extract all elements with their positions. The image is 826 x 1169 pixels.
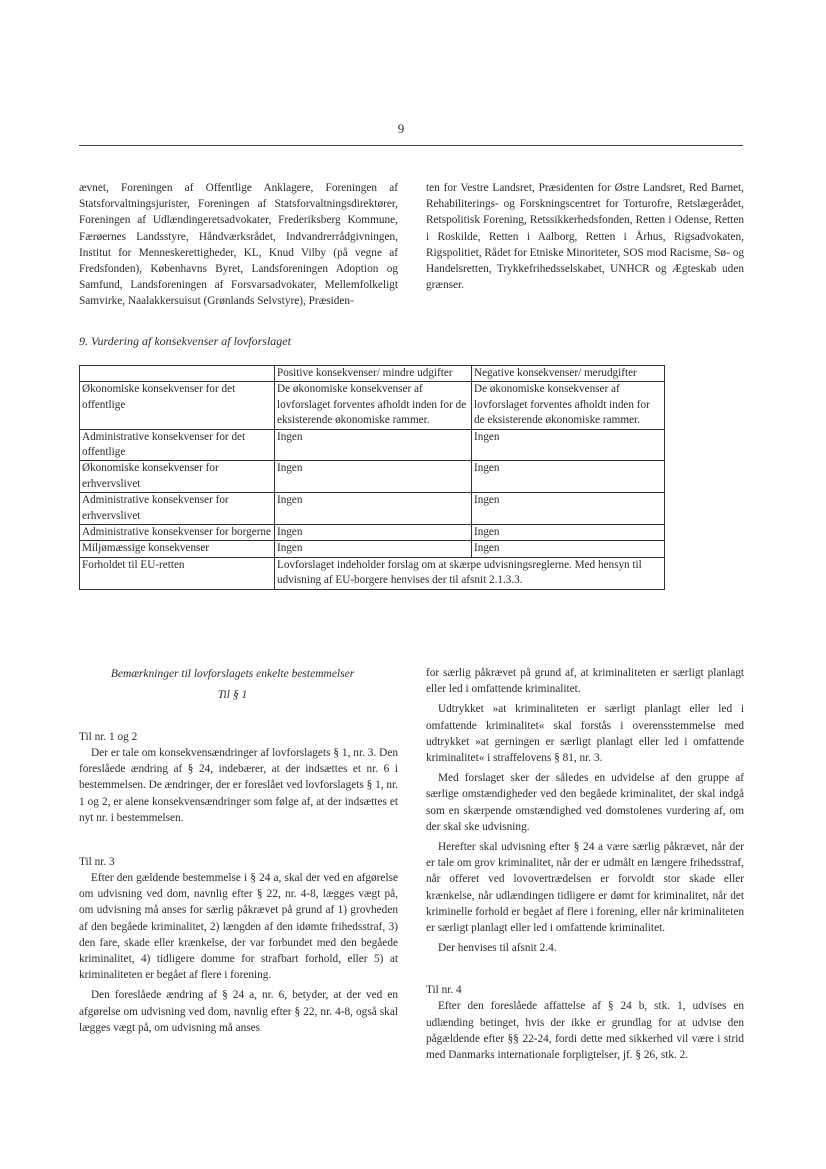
table-cell: Administrative konsekvenser for det offentlige — [80, 429, 275, 461]
table-header-cell: Positive konsekvenser/ mindre udgifter — [275, 366, 472, 382]
table-cell: Økonomiske konsekvenser for erhvervslivet — [80, 461, 275, 493]
table-row — [80, 541, 665, 557]
top-right-column — [426, 180, 744, 293]
table-header-row — [80, 366, 665, 382]
table-cell: Ingen — [275, 429, 472, 461]
consequences-table — [79, 365, 665, 590]
table-header-cell — [80, 366, 275, 382]
page-number: 9 — [397, 121, 405, 136]
subheading-nr4: Til nr. 4 — [426, 984, 462, 997]
subheading-nr1og2: Til nr. 1 og 2 — [79, 731, 138, 743]
table-row-eu — [80, 557, 665, 589]
table-cell: De økonomiske konsekvenser af lovforslaget forventes afholdt inden for de eksisterende økonomiske rammer. — [275, 382, 472, 429]
table-row — [80, 429, 665, 461]
paragraph: Der er tale om konsekvensændringer af lovforslagets § 1, nr. 3. Den foreslåede ændring af § 24, indebærer, at der indsættes et nr. 6 i bestemmelsen. De ændringer, der er foreslået ved lovforslagets § 1, nr. 1 og 2, er alene konsekvensændringer som følge af, at der indsættes et nyt nr. i bestemmelsen. — [79, 747, 398, 824]
table-cell: De økonomiske konsekvenser af lovforslaget forventes afholdt inden for de eksisterende økonomiske rammer. — [472, 382, 665, 429]
table-cell: Økonomiske konsekvenser for det offentlige — [80, 382, 275, 429]
consultation-list-part2: ten for Vestre Landsret, Præsidenten for Østre Landsret, Red Barnet, Rehabiliterings- og Forskningscentret for Torturofre, Retslægerådet, Retspolitisk Forening, Retssikkerhedsfonden, Retten i Odense, Retten i Roskilde, Retten i Aalborg, Retten i Århus, Rigsadvokaten, Rigspolitiet, Rådet for Etniske Minoriteter, SOS mod Racisme, Sø- og Handelsretten, Trykkefrihedsselskabet, UNHCR og Ægteskab uden grænser. — [426, 182, 744, 292]
subheading-nr3: Til nr. 3 — [79, 856, 115, 869]
table-cell: Ingen — [472, 429, 665, 461]
table-header-cell: Negative konsekvenser/ merudgifter — [472, 366, 665, 382]
table-cell: Ingen — [275, 525, 472, 541]
section-9-heading: 9. Vurdering af konsekvenser af lovforslaget — [79, 334, 291, 348]
paragraph: Herefter skal udvisning efter § 24 a være særlig påkrævet, når der er tale om grov kriminalitet, når der er udmålt en længere frihedsstraf, når offeret ved lovovertrædelsen er forvoldt stor skade eller krænkelse, når udlændingen tidligere er dømt for kriminalitet, når det kriminelle forhold er begået af flere i forening, eller når kriminaliteten er særligt planlagt eller led i omfattende kriminalitet. — [426, 841, 744, 935]
table-cell: Ingen — [472, 493, 665, 525]
table-cell: Administrative konsekvenser for erhvervslivet — [80, 493, 275, 525]
table-cell: Ingen — [472, 525, 665, 541]
table-cell: Ingen — [275, 541, 472, 557]
table-cell: Ingen — [275, 461, 472, 493]
top-left-column — [79, 180, 398, 310]
table-row — [80, 461, 665, 493]
table-cell: Miljømæssige konsekvenser — [80, 541, 275, 557]
paragraph: Efter den gældende bestemmelse i § 24 a, skal der ved en afgørelse om udvisning ved dom, navnlig efter § 22, nr. 4-8, lægges vægt på, om udvisning må anses for særlig påkrævet på grund af 1) grovheden af den begåede kriminalitet, 2) længden af den idømte frihedsstraf, 3) den fare, skade eller krænkelse, der var forbundet med den begåede kriminalitet, 4) tidligere domme for strafbart forhold, eller 5) at kriminaliteten er begået af flere i forening. — [79, 872, 398, 982]
paragraph: Med forslaget sker der således en udvidelse af den gruppe af særlige omstændigheder ved den begåede kriminalitet, der skal indgå som en skærpende omstændighed ved domstolenes vurdering af, om der skal ske udvisning. — [426, 772, 744, 833]
table-row — [80, 382, 665, 429]
paragraph: Der henvises til afsnit 2.4. — [438, 942, 557, 955]
remarks-heading: Bemærkninger til lovforslagets enkelte bestemmelser — [110, 668, 355, 680]
remarks-right-column — [426, 665, 744, 1063]
consultation-list-part1: ævnet, Foreningen af Offentlige Anklagere, Foreningen af Statsforvaltningsjurister, Foreningen af Statsforvaltningsdirektører, Foreningen af Udlændingeretsadvokater, Frederiksberg Kommune, Færøernes Landsstyre, Håndværksrådet, Indvandrerrådgivningen, Institut for Menneskerettigheder, KL, Knud Vilby (på vegne af Fredsfonden), Københavns Byret, Landsforeningen Adoption og Samfund, Landsforeningen af Forsvarsadvokater, Mellemfolkeligt Samvirke, Naalakkersuisut (Grønlands Selvstyre), Præsiden- — [79, 182, 398, 308]
paragraph: for særlig påkrævet på grund af, at kriminaliteten er særligt planlagt eller led i omfattende kriminalitet. — [426, 667, 744, 696]
table-cell: Forholdet til EU-retten — [80, 557, 275, 589]
remarks-left-column — [79, 668, 398, 1036]
header-rule — [79, 145, 743, 146]
paragraph: Efter den foreslåede affattelse af § 24 b, stk. 1, udvises en udlænding betinget, hvis der ikke er grundlag for at udvise den pågældende efter §§ 22-24, fordi dette med sikkerhed vil være i strid med Danmarks internationale forpligtelser, jf. § 26, stk. 2. — [426, 1000, 744, 1062]
table-cell: Administrative konsekvenser for borgerne — [80, 525, 275, 541]
table-row — [80, 525, 665, 541]
table-cell-eu-text: Lovforslaget indeholder forslag om at skærpe udvisningsreglerne. Med hensyn til udvisning af EU-borgere henvises der til afsnit 2.1.3.3. — [275, 557, 665, 589]
paragraph: Den foreslåede ændring af § 24 a, nr. 6, betyder, at der ved en afgørelse om udvisning ved dom, navnlig efter § 22, nr. 4-8, også skal lægges vægt på, om udvisning må anses — [79, 989, 398, 1034]
table-cell: Ingen — [472, 541, 665, 557]
table-cell: Ingen — [472, 461, 665, 493]
table-cell: Ingen — [275, 493, 472, 525]
section-label: Til § 1 — [217, 689, 248, 701]
table-row — [80, 493, 665, 525]
paragraph: Udtrykket »at kriminaliteten er særligt planlagt eller led i omfattende kriminalitet« skal forstås i overensstemmelse med udtrykket »at gerningen er særligt planlagt eller led i omfattende kriminalitet« i straffelovens § 81, nr. 3. — [426, 703, 744, 765]
